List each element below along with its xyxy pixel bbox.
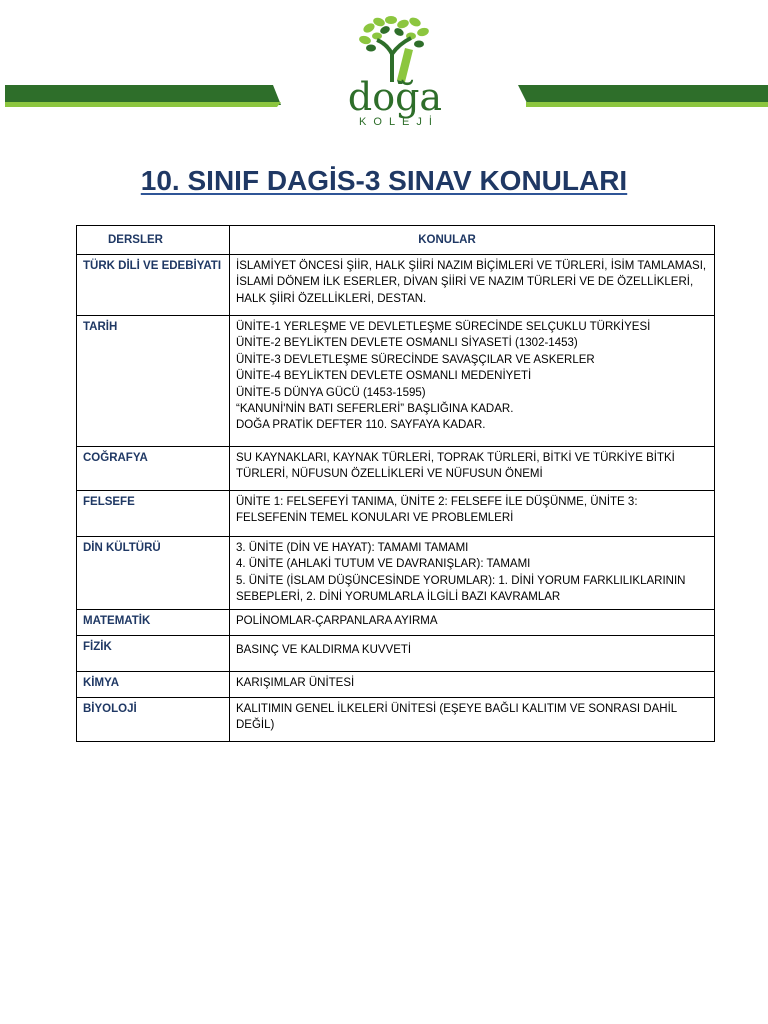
topic-cell: [230, 671, 715, 697]
topic-line: DOĞA PRATİK DEFTER 110. SAYFAYA KADAR.: [236, 419, 486, 432]
subject-cell: TÜRK DİLİ VE EDEBİYATI: [77, 255, 230, 316]
topic-line: İSLAMİYET ÖNCESİ ŞİİR, HALK ŞİİRİ NAZIM BİÇİMLERİ VE TÜRLERİ, İSİM TAMLAMASI, İSLAMİ DÖNEM İLK ESERLER, DİVAN ŞİİRİ VE NAZIM TÜRLERİ VE DE ÖZELLİKLERİ, HALK ŞİİRİ ÖZELLİKLERİ, DESTAN.: [236, 260, 707, 305]
school-logo: [340, 14, 450, 139]
table-row: [77, 537, 715, 610]
subject-cell: COĞRAFYA: [77, 447, 230, 491]
topic-line: BASINÇ VE KALDIRMA KUVVETİ: [236, 643, 412, 656]
topic-cell: [230, 316, 715, 447]
page-title: [0, 165, 768, 197]
table-row: [77, 635, 715, 671]
topic-line: ÜNİTE-1 YERLEŞME VE DEVLETLEŞME SÜRECİNDE SELÇUKLU TÜRKİYESİ: [236, 321, 651, 333]
subject-cell: MATEMATİK: [77, 609, 230, 635]
brand-name: doğa: [347, 75, 443, 119]
subject-cell: FELSEFE: [77, 491, 230, 537]
subject-cell: BİYOLOJİ: [77, 697, 230, 741]
table-row: [77, 491, 715, 537]
topic-line: 4. ÜNİTE (AHLAKİ TUTUM VE DAVRANIŞLAR): TAMAMI: [236, 558, 531, 571]
table-row: [77, 697, 715, 741]
subject-cell: FİZİK: [77, 635, 230, 671]
table-row: [77, 316, 715, 447]
table-header-row: [77, 226, 715, 255]
page-title-text: 10. SINIF DAGİS-3 SINAV KONULARI: [140, 165, 628, 196]
topic-cell: [230, 537, 715, 610]
header-topics: KONULAR: [230, 226, 715, 255]
header-subjects: DERSLER: [77, 226, 230, 255]
topic-cell: [230, 447, 715, 491]
topic-line: “KANUNİ'NİN BATI SEFERLERİ” BAŞLIĞINA KADAR.: [236, 403, 514, 416]
topic-line: ÜNİTE-2 BEYLİKTEN DEVLETE OSMANLI SİYASETİ (1302-1453): [236, 337, 578, 350]
topic-line: ÜNİTE-3 DEVLETLEŞME SÜRECİNDE SAVAŞÇILAR VE ASKERLER: [236, 353, 595, 366]
topic-cell: [230, 491, 715, 537]
topic-cell: [230, 697, 715, 741]
topic-line: ÜNİTE 1: FELSEFEYİ TANIMA, ÜNİTE 2: FELSEFE İLE DÜŞÜNME, ÜNİTE 3: FELSEFENİN TEMEL KONULARI VE PROBLEMLERİ: [236, 496, 638, 525]
header-band-left-accent: [5, 102, 281, 107]
subject-cell: TARİH: [77, 316, 230, 447]
table-row: [77, 609, 715, 635]
table-row: [77, 447, 715, 491]
tree-icon: [359, 14, 431, 84]
brand-subtitle: KOLEJİ: [359, 116, 439, 128]
topic-line: ÜNİTE-5 DÜNYA GÜCÜ (1453-1595): [236, 386, 426, 399]
header-band-right-accent: [526, 102, 768, 107]
exam-topics-table: [76, 225, 715, 742]
subject-cell: KİMYA: [77, 671, 230, 697]
topic-cell: [230, 255, 715, 316]
topic-line: POLİNOMLAR-ÇARPANLARA AYIRMA: [236, 614, 438, 627]
table-row: [77, 671, 715, 697]
topic-cell: [230, 609, 715, 635]
topic-line: KALITIMIN GENEL İLKELERİ ÜNİTESİ (EŞEYE BAĞLI KALITIM VE SONRASI DAHİL DEĞİL): [236, 702, 677, 732]
topic-line: ÜNİTE-4 BEYLİKTEN DEVLETE OSMANLI MEDENİYETİ: [236, 370, 532, 383]
topic-line: 3. ÜNİTE (DİN VE HAYAT): TAMAMI TAMAMI: [236, 542, 469, 554]
subject-cell: DİN KÜLTÜRÜ: [77, 537, 230, 610]
topic-line: 5. ÜNİTE (İSLAM DÜŞÜNCESİNDE YORUMLAR): 1. DİNİ YORUM FARKLILIKLARININ SEBEPLERİ, 2. DİNİ YORUMLARLA İLGİLİ BAZI KAVRAMLAR: [236, 574, 686, 604]
table-row: [77, 255, 715, 316]
topic-cell: [230, 635, 715, 671]
topic-line: SU KAYNAKLARI, KAYNAK TÜRLERİ, TOPRAK TÜRLERİ, BİTKİ VE TÜRKİYE BİTKİ TÜRLERİ, NÜFUSUN ÖZELLİKLERİ VE NÜFUSUN ÖNEMİ: [236, 452, 675, 481]
topic-line: KARIŞIMLAR ÜNİTESİ: [236, 676, 355, 689]
